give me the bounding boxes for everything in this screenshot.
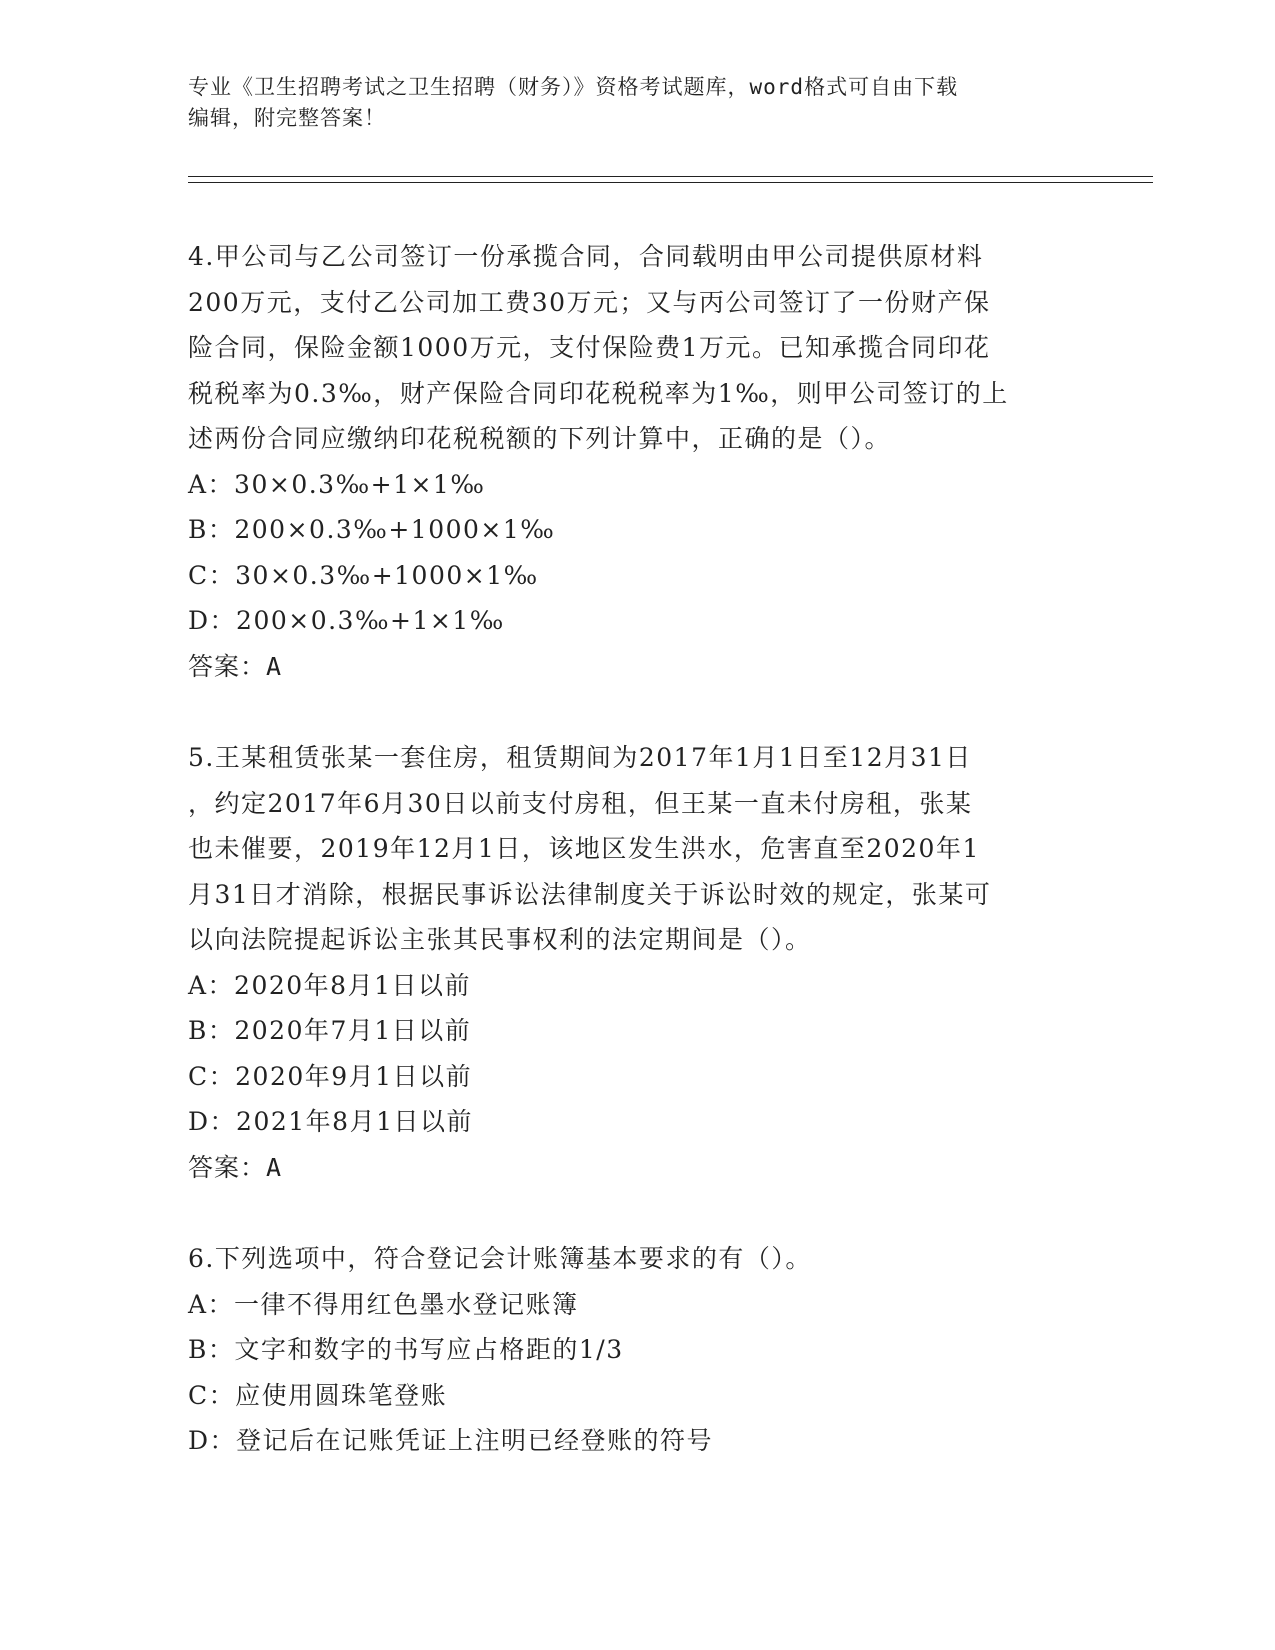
question-5 (188, 735, 1088, 1190)
stem-line: 200万元，支付乙公司加工费30万元；又与丙公司签订了一份财产保 (188, 287, 991, 317)
answer-line: 答案：A (188, 1152, 283, 1182)
header-divider-bottom (188, 182, 1153, 183)
option-c: C：30×0.3‰+1000×1‰ (188, 560, 539, 590)
option-d: D：200×0.3‰+1×1‰ (188, 606, 505, 635)
question-stem (188, 234, 1088, 462)
stem-line: 5.王某租赁张某一套住房，租赁期间为2017年1月1日至12月31日 (188, 743, 972, 772)
header-line-1: 专业《卫生招聘考试之卫生招聘（财务）》资格考试题库，word格式可自由下载 (188, 75, 959, 99)
question-spacer (188, 1190, 1088, 1236)
question-stem (188, 1236, 1088, 1282)
header-divider-top (188, 176, 1153, 177)
option-a: A：2020年8月1日以前 (188, 970, 471, 1000)
question-4 (188, 234, 1088, 689)
stem-line: 以向法院提起诉讼主张其民事权利的法定期间是（）。 (188, 925, 812, 954)
question-list (188, 234, 1088, 1464)
option-c: C：2020年9月1日以前 (188, 1061, 473, 1091)
option-a: A：30×0.3‰+1×1‰ (188, 469, 486, 499)
stem-line: 4.甲公司与乙公司签订一份承揽合同，合同载明由甲公司提供原材料 (188, 242, 984, 271)
header-line-2: 编辑，附完整答案！ (188, 106, 386, 130)
document-header (188, 72, 1088, 134)
stem-line: 险合同，保险金额1000万元，支付保险费1万元。已知承揽合同印花 (188, 333, 991, 362)
option-b: B：2020年7月1日以前 (188, 1016, 472, 1045)
option-d: D：登记后在记账凭证上注明已经登账的符号 (188, 1426, 714, 1455)
option-b: B：200×0.3‰+1000×1‰ (188, 515, 556, 544)
question-6 (188, 1236, 1088, 1464)
answer-line: 答案：A (188, 651, 283, 681)
option-d: D：2021年8月1日以前 (188, 1107, 473, 1136)
stem-line: 6.下列选项中，符合登记会计账簿基本要求的有（）。 (188, 1244, 812, 1273)
option-c: C：应使用圆珠笔登账 (188, 1380, 448, 1410)
stem-line: 也未催要，2019年12月1日，该地区发生洪水，危害直至2020年1 (188, 834, 980, 863)
stem-line: 税税率为0.3‰，财产保险合同印花税税率为1‰，则甲公司签订的上 (188, 378, 1009, 408)
option-a: A：一律不得用红色墨水登记账簿 (188, 1289, 579, 1319)
question-spacer (188, 689, 1088, 735)
stem-line: 月31日才消除，根据民事诉讼法律制度关于诉讼时效的规定，张某可 (188, 879, 992, 909)
question-stem (188, 735, 1088, 963)
stem-line: ，约定2017年6月30日以前支付房租，但王某一直未付房租，张某 (188, 788, 973, 818)
option-b: B：文字和数字的书写应占格距的1/3 (188, 1335, 624, 1364)
stem-line: 述两份合同应缴纳印花税税额的下列计算中，正确的是（）。 (188, 424, 892, 453)
